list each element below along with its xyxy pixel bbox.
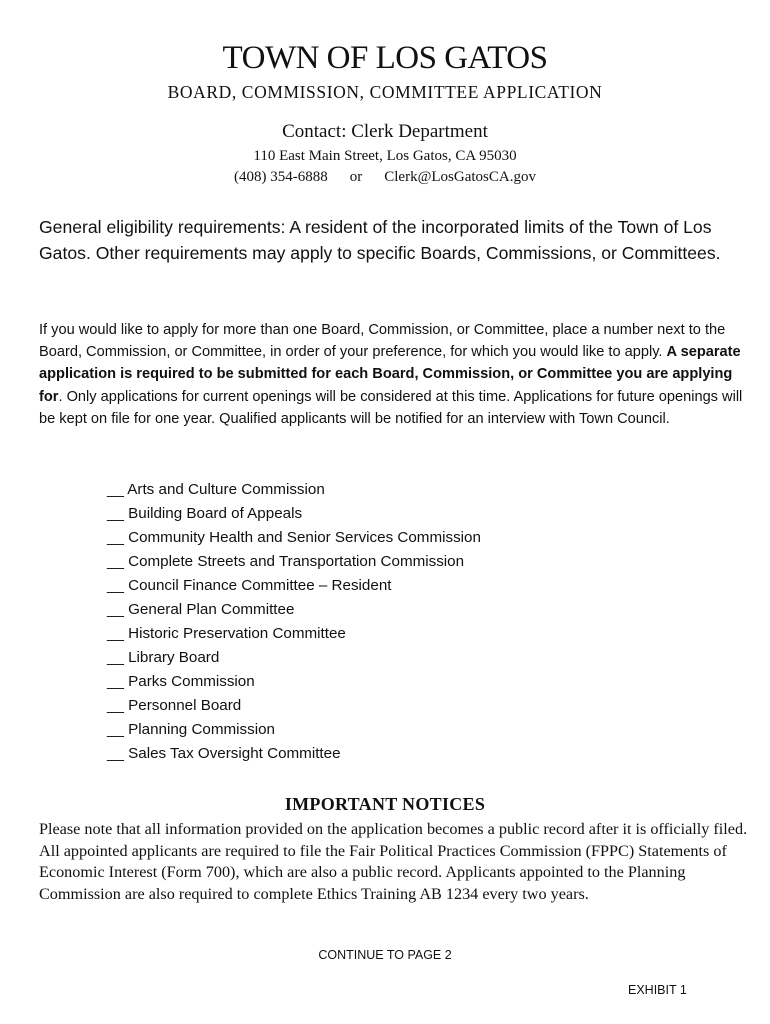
list-item[interactable]: __ Sales Tax Oversight Committee: [107, 745, 341, 762]
list-item[interactable]: __ Library Board: [107, 649, 220, 666]
list-item[interactable]: __ Council Finance Committee – Resident: [107, 577, 392, 594]
or-text: or: [349, 169, 363, 185]
page-title: TOWN OF LOS GATOS: [222, 40, 548, 76]
exhibit-label: EXHIBIT 1: [628, 983, 687, 997]
contact-heading: Contact: Clerk Department: [282, 121, 488, 142]
list-item[interactable]: __ Arts and Culture Commission: [107, 481, 325, 498]
list-item[interactable]: __ Parks Commission: [107, 673, 255, 690]
page-subtitle: BOARD, COMMISSION, COMMITTEE APPLICATION: [167, 82, 603, 102]
continue-note: CONTINUE TO PAGE 2: [318, 948, 452, 962]
phone-number: (408) 354-6888: [234, 169, 328, 185]
instructions-text-1: If you would like to apply for more than one Board, Commission, or Committee, place a number next to the Board, Commission, or Committee, in order of your preference, for which you would like to apply.: [39, 322, 726, 361]
email-address: Clerk@LosGatosCA.gov: [384, 169, 536, 185]
phone-email-line: [0, 169, 770, 186]
list-item[interactable]: __ Building Board of Appeals: [107, 505, 303, 522]
instructions-paragraph: [39, 319, 751, 430]
eligibility-requirements: General eligibility requirements: A resident of the incorporated limits of the Town of Los Gatos. Other requirements may apply to specific Boards, Commissions, or Committees.: [39, 217, 721, 263]
list-item[interactable]: __ Complete Streets and Transportation Commission: [107, 553, 465, 570]
list-item[interactable]: __ Personnel Board: [107, 697, 242, 714]
board-options-list: [107, 478, 481, 766]
notices-heading: IMPORTANT NOTICES: [284, 794, 486, 814]
list-item[interactable]: __ Community Health and Senior Services Commission: [107, 529, 481, 546]
list-item[interactable]: __ Historic Preservation Committee: [107, 625, 346, 642]
address-line: 110 East Main Street, Los Gatos, CA 95030: [253, 148, 517, 164]
instructions-bold-text: A separate application is required to be submitted for each Board, Commission, or Committee you are applying for: [39, 344, 741, 405]
notices-body: Please note that all information provided on the application becomes a public record after it is officially filed. All appointed applicants are required to file the Fair Political Practices Commission (FPPC) Statements of Economic Interest (Form 700), which are also a public record. Applicants appointed to the Planning Commission are also required to complete Ethics Training AB 1234 every two years.: [39, 820, 748, 903]
instructions-text-2: . Only applications for current openings will be considered at this time. Applications for future openings will be kept on file for one year. Qualified applicants will be notified for an interview with Town Council.: [39, 388, 743, 427]
list-item[interactable]: __ Planning Commission: [107, 721, 275, 738]
list-item[interactable]: __ General Plan Committee: [107, 601, 295, 618]
